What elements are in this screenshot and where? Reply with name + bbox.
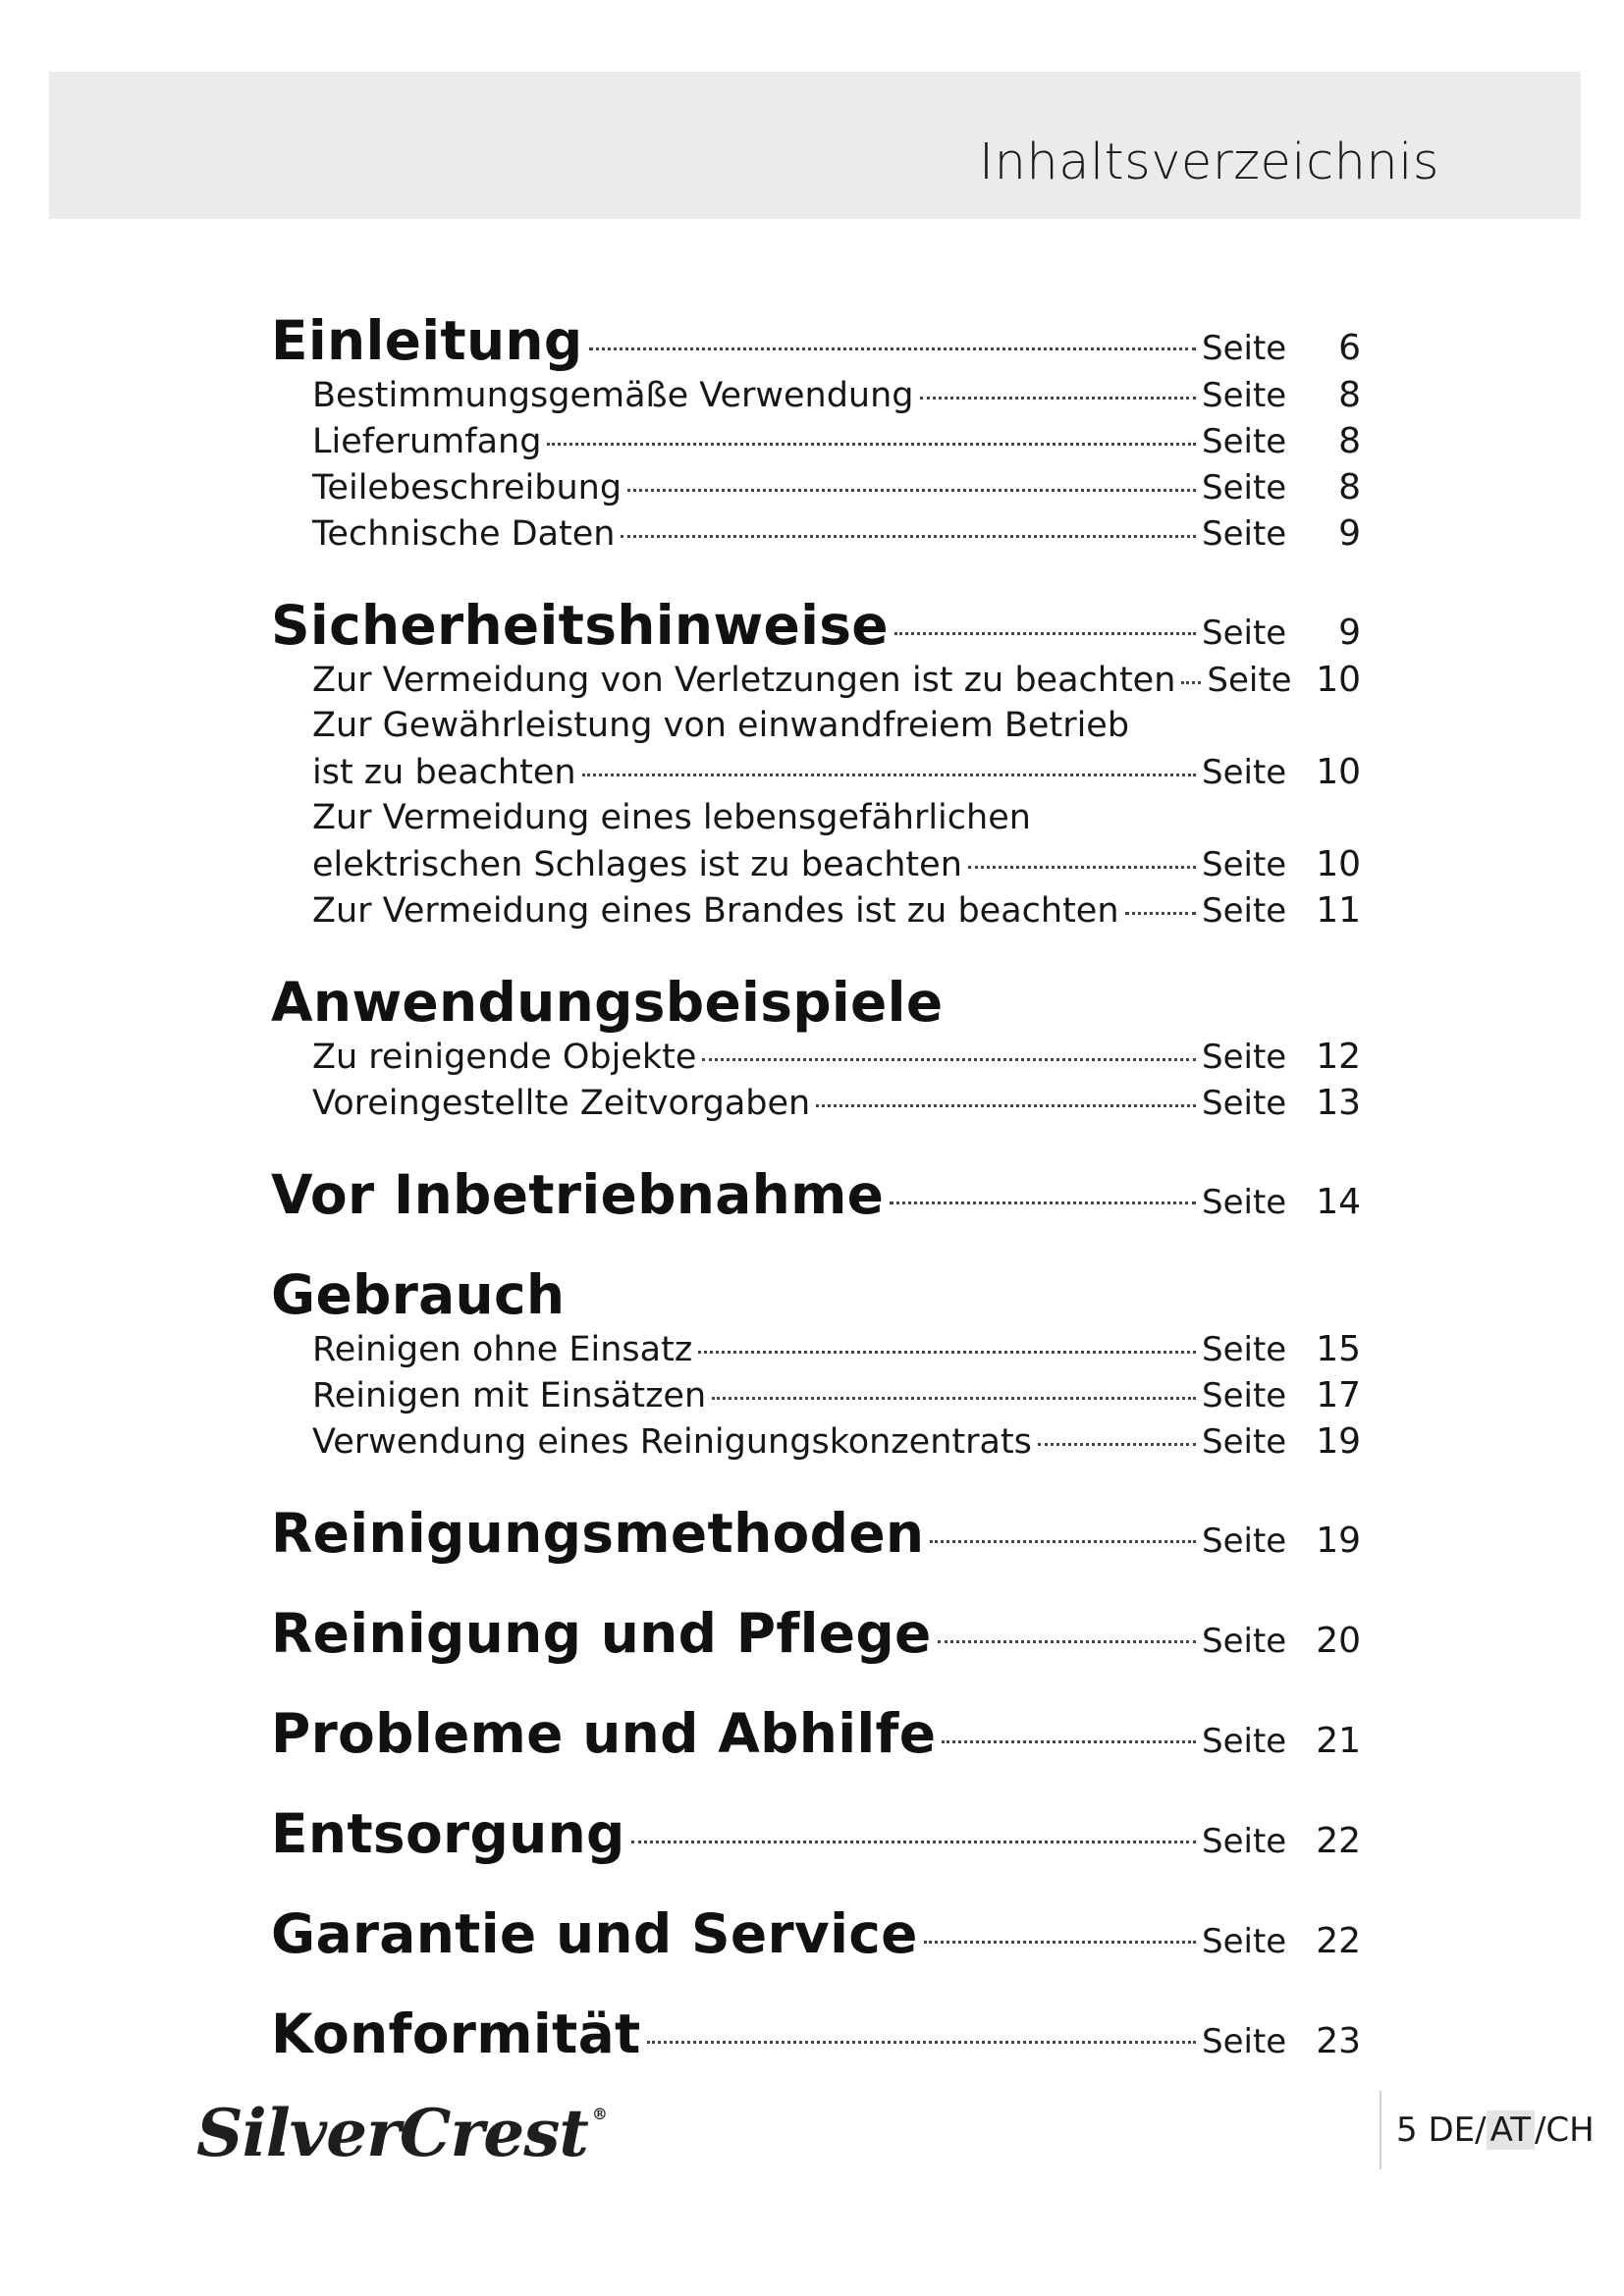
- toc-page-number: 22: [1316, 1921, 1361, 1961]
- dot-leader: [631, 1841, 1196, 1843]
- toc-section-title: Probleme und Abhilfe: [271, 1702, 937, 1765]
- toc-section-title: Gebrauch: [271, 1263, 566, 1326]
- silvercrest-logo: [196, 2095, 607, 2171]
- toc-section: [271, 1502, 1361, 1565]
- toc-section: [271, 1602, 1361, 1665]
- toc-entry-title: Zu reinigende Objekte: [312, 1038, 697, 1077]
- seite-label: Seite: [1202, 1084, 1287, 1123]
- toc-page-number: 8: [1338, 375, 1361, 415]
- toc-page-number: 17: [1316, 1375, 1361, 1415]
- footer-page-info: [1396, 2110, 1595, 2150]
- dot-leader: [942, 1740, 1196, 1743]
- seite-label: Seite: [1202, 1038, 1287, 1077]
- seite-label: Seite: [1202, 1422, 1287, 1462]
- toc-section: [271, 2002, 1361, 2065]
- toc-section: [271, 1802, 1361, 1865]
- seite-label: Seite: [1202, 1330, 1287, 1369]
- dot-leader: [698, 1351, 1196, 1354]
- toc-entry-title: Zur Vermeidung von Verletzungen ist zu beachten: [312, 661, 1176, 700]
- toc-page-number: 8: [1338, 467, 1361, 507]
- toc-entry-title: Reinigen mit Einsätzen: [312, 1376, 707, 1415]
- dot-leader: [589, 347, 1196, 350]
- seite-label: Seite: [1202, 614, 1287, 653]
- seite-label: Seite: [1202, 845, 1287, 884]
- seite-label: Seite: [1202, 514, 1287, 554]
- toc-entry-title: elektrischen Schlages ist zu beachten: [312, 845, 962, 884]
- dot-leader: [894, 632, 1196, 635]
- toc-page-number: 6: [1338, 328, 1361, 368]
- toc-entry-first-line: Zur Gewährleistung von einwandfreiem Betrieb: [312, 706, 1130, 745]
- toc-entry-title: Bestimmungsgemäße Verwendung: [312, 376, 914, 415]
- page-title: Inhaltsverzeichnis: [979, 133, 1439, 191]
- toc-section-title: Vor Inbetriebnahme: [271, 1163, 885, 1226]
- toc-section-title: Konformität: [271, 2002, 641, 2065]
- toc-entry-title: Lieferumfang: [312, 422, 542, 461]
- toc-section-title: Sicherheitshinweise: [271, 594, 889, 657]
- toc-entry: [271, 657, 1361, 703]
- toc-entry-first-line: Zur Vermeidung eines lebensgefährlichen: [312, 798, 1031, 837]
- toc-entry-title: Verwendung eines Reinigungskonzentrats: [312, 1422, 1032, 1462]
- table-of-contents: [271, 309, 1361, 2065]
- toc-page-number: 15: [1316, 1329, 1361, 1369]
- toc-section-title: Einleitung: [271, 309, 583, 372]
- toc-entry: [271, 887, 1361, 934]
- toc-section: [271, 1263, 1361, 1326]
- toc-entry: [271, 464, 1361, 510]
- dot-leader: [547, 443, 1196, 446]
- toc-page-number: 9: [1338, 513, 1361, 554]
- toc-page-number: 19: [1316, 1521, 1361, 1561]
- dot-leader: [582, 774, 1196, 776]
- dot-leader: [702, 1058, 1196, 1061]
- footer-divider: [1380, 2091, 1381, 2169]
- toc-entry-title: Teilebeschreibung: [312, 468, 623, 507]
- seite-label: Seite: [1202, 891, 1287, 931]
- toc-page-number: 20: [1316, 1621, 1361, 1661]
- dot-leader: [1125, 912, 1196, 915]
- toc-entry: [271, 1080, 1361, 1126]
- toc-section: [271, 971, 1361, 1034]
- toc-page-number: 14: [1316, 1182, 1361, 1222]
- toc-page-number: 23: [1316, 2021, 1361, 2061]
- toc-entry: [271, 418, 1361, 464]
- toc-page-number: 13: [1316, 1083, 1361, 1123]
- dot-leader: [621, 535, 1196, 538]
- toc-page-number: 10: [1316, 752, 1361, 792]
- toc-entry: [271, 510, 1361, 557]
- toc-entry-title: Reinigen ohne Einsatz: [312, 1330, 693, 1369]
- toc-entry: [271, 372, 1361, 418]
- toc-section: [271, 594, 1361, 657]
- toc-section-title: Garantie und Service: [271, 1902, 918, 1965]
- toc-section-title: Entsorgung: [271, 1802, 625, 1865]
- seite-label: Seite: [1202, 1822, 1287, 1861]
- page-number: 5: [1396, 2110, 1418, 2150]
- dot-leader: [627, 489, 1196, 492]
- dot-leader: [920, 397, 1196, 400]
- dot-leader: [924, 1941, 1196, 1944]
- toc-page-number: 10: [1316, 844, 1361, 884]
- dot-leader: [712, 1397, 1196, 1400]
- seite-label: Seite: [1202, 1522, 1287, 1561]
- toc-page-number: 10: [1316, 660, 1361, 700]
- toc-page-number: 19: [1316, 1421, 1361, 1462]
- toc-page-number: 9: [1338, 613, 1361, 653]
- seite-label: Seite: [1202, 1922, 1287, 1961]
- toc-page-number: 11: [1316, 890, 1361, 931]
- toc-section: [271, 1902, 1361, 1965]
- toc-section-title: Reinigung und Pflege: [271, 1602, 932, 1665]
- toc-entry-title: ist zu beachten: [312, 753, 576, 792]
- toc-entry: [271, 749, 1361, 795]
- seite-label: Seite: [1202, 753, 1287, 792]
- seite-label: Seite: [1202, 1183, 1287, 1222]
- seite-label: Seite: [1202, 2022, 1287, 2061]
- country-code-ch: /CH: [1534, 2110, 1595, 2150]
- seite-label: Seite: [1202, 422, 1287, 461]
- toc-entry: [271, 841, 1361, 887]
- dot-leader: [647, 2041, 1196, 2044]
- dot-leader: [816, 1104, 1196, 1107]
- toc-page-number: 8: [1338, 421, 1361, 461]
- country-code-de: DE/: [1428, 2110, 1487, 2150]
- toc-entry: [271, 1372, 1361, 1418]
- dot-leader: [890, 1201, 1196, 1204]
- toc-entry-title: Zur Vermeidung eines Brandes ist zu beachten: [312, 891, 1119, 931]
- seite-label: Seite: [1202, 329, 1287, 368]
- seite-label: Seite: [1202, 376, 1287, 415]
- toc-entry-title: Voreingestellte Zeitvorgaben: [312, 1084, 811, 1123]
- toc-entry-title: Technische Daten: [312, 514, 616, 554]
- dot-leader: [938, 1640, 1196, 1643]
- toc-section-title: Anwendungsbeispiele: [271, 971, 944, 1034]
- toc-section: [271, 1163, 1361, 1226]
- toc-page-number: 21: [1316, 1721, 1361, 1761]
- dot-leader: [1181, 681, 1201, 684]
- seite-label: Seite: [1202, 468, 1287, 507]
- dot-leader: [930, 1540, 1196, 1543]
- dot-leader: [968, 866, 1196, 869]
- logo-text: SilverCrest: [196, 2095, 588, 2171]
- registered-mark: ®: [591, 2105, 607, 2123]
- toc-page-number: 12: [1316, 1037, 1361, 1077]
- toc-entry: [271, 1418, 1361, 1465]
- seite-label: Seite: [1207, 661, 1292, 700]
- toc-page-number: 22: [1316, 1821, 1361, 1861]
- toc-section: [271, 1702, 1361, 1765]
- toc-entry: [271, 1326, 1361, 1372]
- seite-label: Seite: [1202, 1376, 1287, 1415]
- dot-leader: [1038, 1443, 1196, 1446]
- seite-label: Seite: [1202, 1722, 1287, 1761]
- country-code-at: AT: [1487, 2110, 1535, 2150]
- seite-label: Seite: [1202, 1622, 1287, 1661]
- toc-section-title: Reinigungsmethoden: [271, 1502, 925, 1565]
- toc-entry: [271, 1034, 1361, 1080]
- toc-section: [271, 309, 1361, 372]
